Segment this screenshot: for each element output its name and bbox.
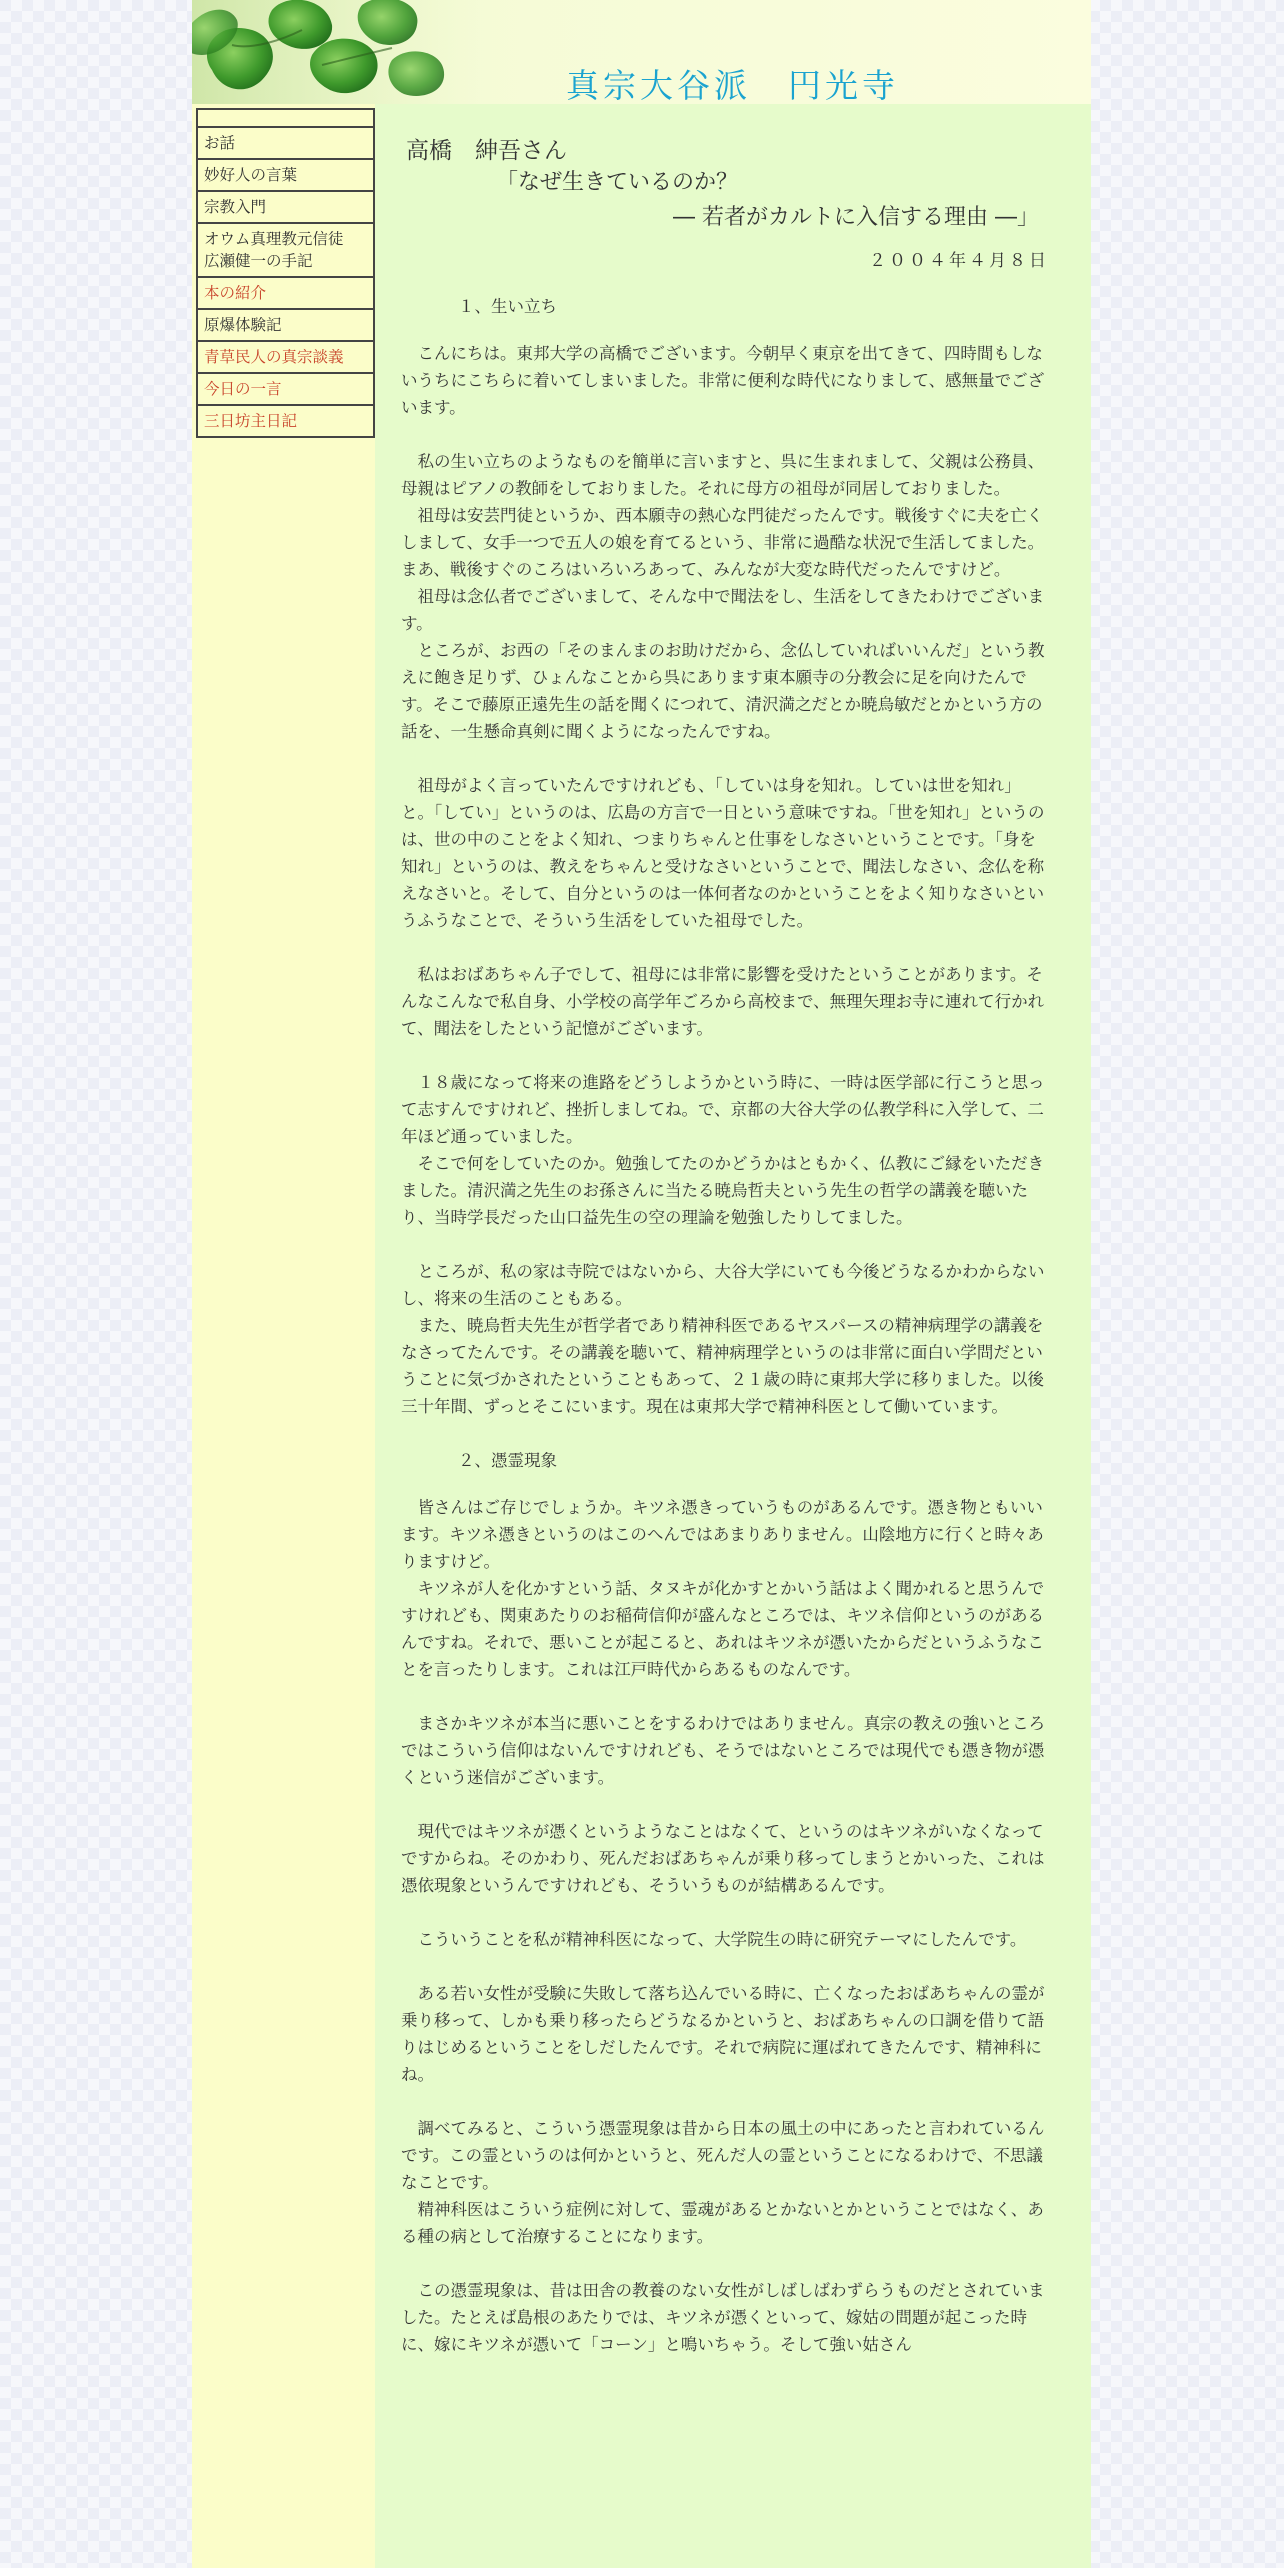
paragraph: 調べてみると、こういう憑霊現象は昔から日本の風土の中にあったと言われているんです。この霊というのは何かというと、死んだ人の霊ということになるわけで、不思議なことです。	[401, 2119, 1045, 2192]
paragraph: ある若い女性が受験に失敗して落ち込んでいる時に、亡くなったおばあちゃんの霊が乗り移って、しかも乗り移ったらどうなるかというと、おばあちゃんの口調を借りて語りはじめるということをしだしたんです。それで病院に運ばれてきたんです、精神科にね。	[401, 1984, 1045, 2084]
paragraph: 現代ではキツネが憑くというようなことはなくて、というのはキツネがいなくなってですからね。そのかわり、死んだおばあちゃんが乗り移ってしまうとかいった、これは憑依現象というんですけれども、そういうものが結構あるんです。	[401, 1822, 1045, 1895]
paragraph: 祖母は念仏者でございまして、そんな中で聞法をし、生活をしてきたわけでございます。	[401, 587, 1045, 633]
sidebar-nav-link[interactable]: お話	[198, 128, 373, 160]
sidebar-blank-item	[198, 110, 373, 128]
sidebar-nav-link[interactable]: 原爆体験記	[198, 310, 373, 342]
speaker-name: 高橋 紳吾さん	[406, 138, 567, 164]
paragraph: 精神科医はこういう症例に対して、霊魂があるとかないとかということではなく、ある種の病として治療することになります。	[401, 2200, 1044, 2246]
article-title: 「なぜ生きているのか？	[496, 170, 739, 195]
article	[401, 135, 1049, 2385]
header-banner	[192, 0, 1091, 104]
section-heading: ２、憑霊現象	[458, 1451, 557, 1470]
paragraph: 皆さんはご存じでしょうか。キツネ憑きっていうものがあるんです。憑き物ともいいます。キツネ憑きというのはこのへんではあまりありません。山陰地方に行くと時々ありますけど。	[401, 1498, 1044, 1571]
paragraph-group	[401, 2277, 1049, 2358]
sidebar-nav-link[interactable]: 今日の一言	[198, 374, 373, 406]
paragraph-group	[401, 1494, 1049, 1683]
section-1-text	[401, 340, 1049, 1420]
site-title: 真宗大谷派 円光寺	[566, 66, 899, 104]
paragraph-group	[401, 1258, 1049, 1420]
paragraph: そこで何をしていたのか。勉強してたのかどうかはともかく、仏教にご縁をいただきました。清沢満之先生のお孫さんに当たる暁烏哲夫という先生の哲学の講義を聴いたり、当時学長だった山口益先生の空の理論を勉強したりしてました。	[401, 1154, 1045, 1227]
sidebar-nav-link[interactable]: 三日坊主日記	[198, 406, 373, 438]
paragraph: ところが、私の家は寺院ではないから、大谷大学にいても今後どうなるかわからないし、将来の生活のこともある。	[401, 1262, 1045, 1308]
paragraph-group	[401, 1818, 1049, 1899]
paragraph: 祖母がよく言っていたんですけれども、「していは身を知れ。していは世を知れ」と。「してい」というのは、広島の方言で一日という意味ですね。「世を知れ」というのは、世の中のことをよく知れ、つまりちゃんと仕事をしなさいということです。「身を知れ」というのは、教えをちゃんと受けなさいということで、聞法しなさい、念仏を称えなさいと。そして、自分というのは一体何者なのかということをよく知りなさいというふうなことで、そういう生活をしていた祖母でした。	[401, 776, 1045, 930]
paragraph: 祖母は安芸門徒というか、西本願寺の熱心な門徒だったんです。戦後すぐに夫を亡くしまして、女手一つで五人の娘を育てるという、非常に過酷な状況で生活してました。まあ、戦後すぐのころはいろいろあって、みんなが大変な時代だったんですけど。	[401, 506, 1045, 579]
sidebar-nav-link[interactable]: 本の紹介	[198, 278, 373, 310]
paragraph: まさかキツネが本当に悪いことをするわけではありません。真宗の教えの強いところではこういう信仰はないんですけれども、そうではないところでは現代でも憑き物が憑くという迷信がございます。	[401, 1714, 1046, 1787]
article-date: ２００４年４月８日	[869, 251, 1049, 271]
paragraph: １８歳になって将来の進路をどうしようかという時に、一時は医学部に行こうと思って志すんですけれど、挫折しましてね。で、京都の大谷大学の仏教学科に入学して、二年ほど通っていました。	[401, 1073, 1045, 1146]
sidebar	[192, 104, 375, 2568]
paragraph: キツネが人を化かすという話、タヌキが化かすとかいう話はよく聞かれると思うんですけれども、関東あたりのお稲荷信仰が盛んなところでは、キツネ信仰というのがあるんですね。それで、悪いことが起こると、あれはキツネが憑いたからだというふうなことを言ったりします。これは江戸時代からあるものなんです。	[401, 1579, 1045, 1679]
paragraph: ところが、お西の「そのまんまのお助けだから、念仏していればいいんだ」という教えに飽き足りず、ひょんなことから呉にあります東本願寺の分教会に足を向けたんです。そこで藤原正遠先生の話を聞くにつれて、清沢満之だとか暁烏敏だとかという方の話を、一生懸命真剣に聞くようになったんですね。	[401, 641, 1045, 741]
paragraph-group	[401, 961, 1049, 1042]
paragraph-group	[401, 2115, 1049, 2250]
paragraph: この憑霊現象は、昔は田舎の教養のない女性がしばしばわずらうものだとされていました。たとえば島根のあたりでは、キツネが憑くといって、嫁姑の問題が起こった時に、嫁にキツネが憑いて「コーン」と鳴いちゃう。そして強い姑さん	[401, 2281, 1045, 2354]
section-2-text	[401, 1494, 1049, 2358]
ivy-leaves-image	[192, 0, 492, 104]
paragraph-group	[401, 1710, 1049, 1791]
sidebar-nav-link[interactable]: 青草民人の真宗談義	[198, 342, 373, 374]
sidebar-nav-link[interactable]: 宗教入門	[198, 192, 373, 224]
paragraph: こういうことを私が精神科医になって、大学院生の時に研究テーマにしたんです。	[417, 1930, 1027, 1949]
paragraph-group	[401, 448, 1049, 745]
sidebar-nav-link[interactable]: 妙好人の言葉	[198, 160, 373, 192]
paragraph: また、暁烏哲夫先生が哲学者であり精神科医であるヤスパースの精神病理学の講義をなさってたんです。その講義を聴いて、精神病理学というのは非常に面白い学問だということに気づかされたということもあって、２１歳の時に東邦大学に移りました。以後三十年間、ずっとそこにいます。現在は東邦大学で精神科医として働いています。	[401, 1316, 1045, 1416]
article-subtitle: ― 若者がカルトに入信する理由 ―」	[673, 205, 1039, 230]
paragraph: こんにちは。東邦大学の高橋でございます。今朝早く東京を出てきて、四時間もしないうちにこちらに着いてしまいました。非常に便利な時代になりまして、感無量でございます。	[401, 344, 1045, 417]
paragraph-group	[401, 772, 1049, 934]
paragraph-group	[401, 1980, 1049, 2088]
paragraph-group	[401, 1926, 1049, 1953]
page	[192, 0, 1091, 2568]
paragraph: 私はおばあちゃん子でして、祖母には非常に影響を受けたということがあります。そんなこんなで私自身、小学校の高学年ごろから高校まで、無理矢理お寺に連れて行かれて、聞法をしたという記憶がございます。	[401, 965, 1045, 1038]
sidebar-nav	[196, 108, 375, 438]
paragraph-group	[401, 1069, 1049, 1231]
sidebar-nav-link[interactable]: オウム真理教元信徒 広瀬健一の手記	[198, 224, 373, 278]
paragraph-group	[401, 340, 1049, 421]
section-heading: １、生い立ち	[458, 297, 557, 316]
article-body	[401, 293, 1049, 2358]
paragraph: 私の生い立ちのようなものを簡単に言いますと、呉に生まれまして、父親は公務員、母親はピアノの教師をしておりました。それに母方の祖母が同居しておりました。	[401, 452, 1045, 498]
